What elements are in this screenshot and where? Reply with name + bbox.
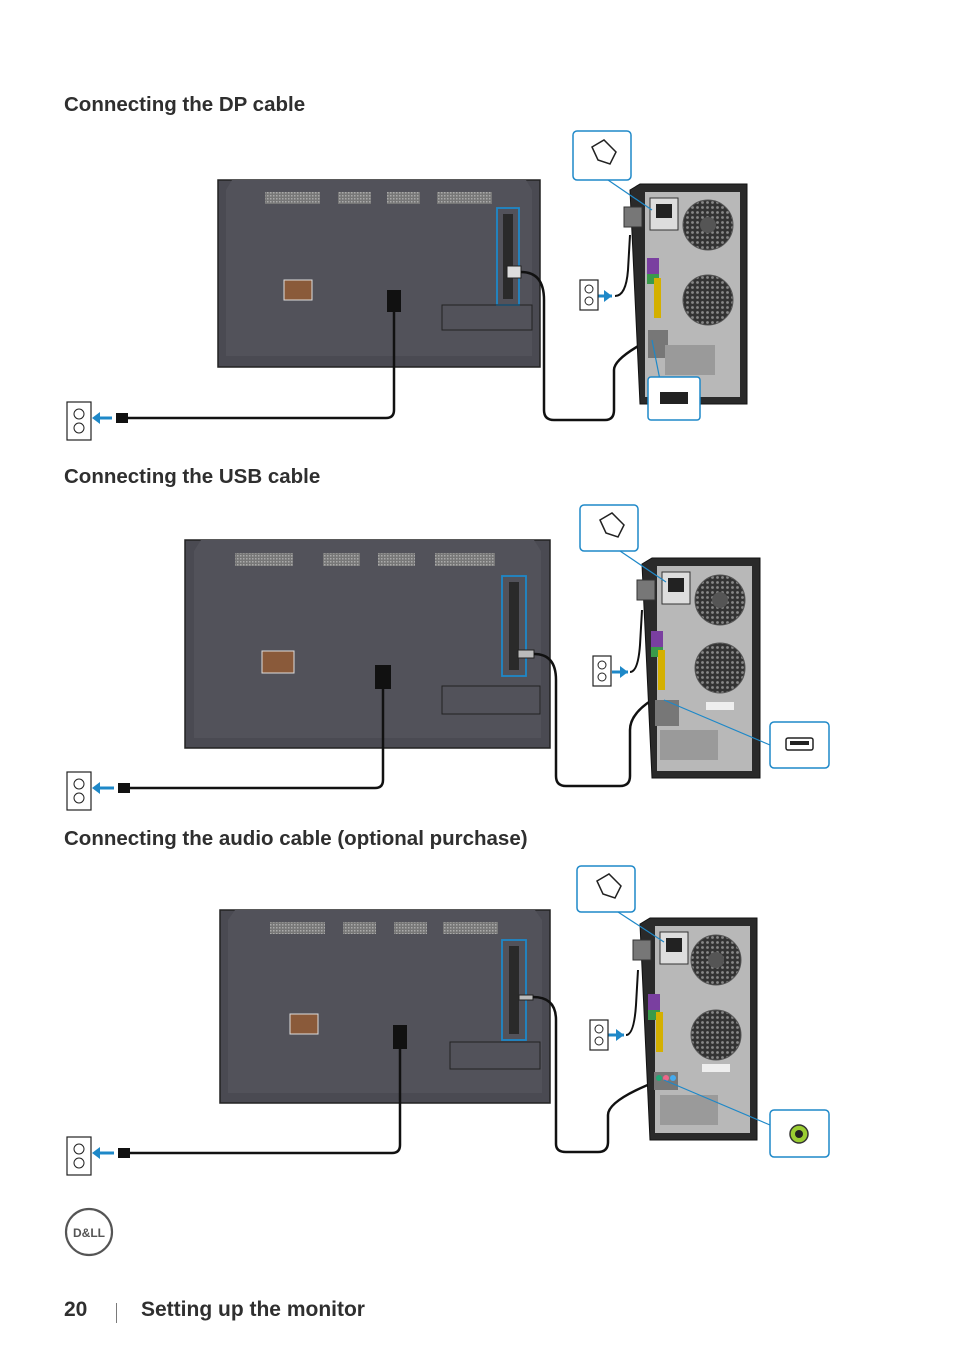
dp-port-callout <box>648 377 700 420</box>
page-number: 20 <box>64 1298 88 1321</box>
dell-logo <box>64 1207 114 1257</box>
pc-tower <box>630 184 747 404</box>
usb-diagram <box>67 505 829 810</box>
section-heading-dp: Connecting the DP cable <box>64 93 306 116</box>
power-connector-callout <box>580 505 638 551</box>
wall-outlet <box>590 1020 608 1050</box>
usb-port-callout <box>770 722 829 768</box>
wall-outlet <box>593 656 611 686</box>
monitor-back-panel <box>218 180 540 367</box>
pc-tower <box>642 558 760 778</box>
monitor-back-panel <box>185 540 550 748</box>
audio-diagram <box>67 866 829 1175</box>
footer-title: Setting up the monitor <box>141 1298 365 1321</box>
section-heading-audio: Connecting the audio cable (optional purchase) <box>64 827 528 850</box>
footer-separator <box>116 1303 117 1323</box>
section-heading-usb: Connecting the USB cable <box>64 465 321 488</box>
svg-text:D&LL: D&LL <box>73 1226 105 1240</box>
audio-jack-callout <box>770 1110 829 1157</box>
power-connector-callout <box>573 131 631 180</box>
pc-tower <box>640 918 757 1140</box>
power-connector-callout <box>577 866 635 912</box>
wall-outlet <box>580 280 598 310</box>
monitor-back-panel <box>220 910 550 1103</box>
wall-outlet <box>67 772 91 810</box>
wall-outlet <box>67 1137 91 1175</box>
wall-outlet <box>67 402 91 440</box>
dp-diagram <box>67 131 747 440</box>
